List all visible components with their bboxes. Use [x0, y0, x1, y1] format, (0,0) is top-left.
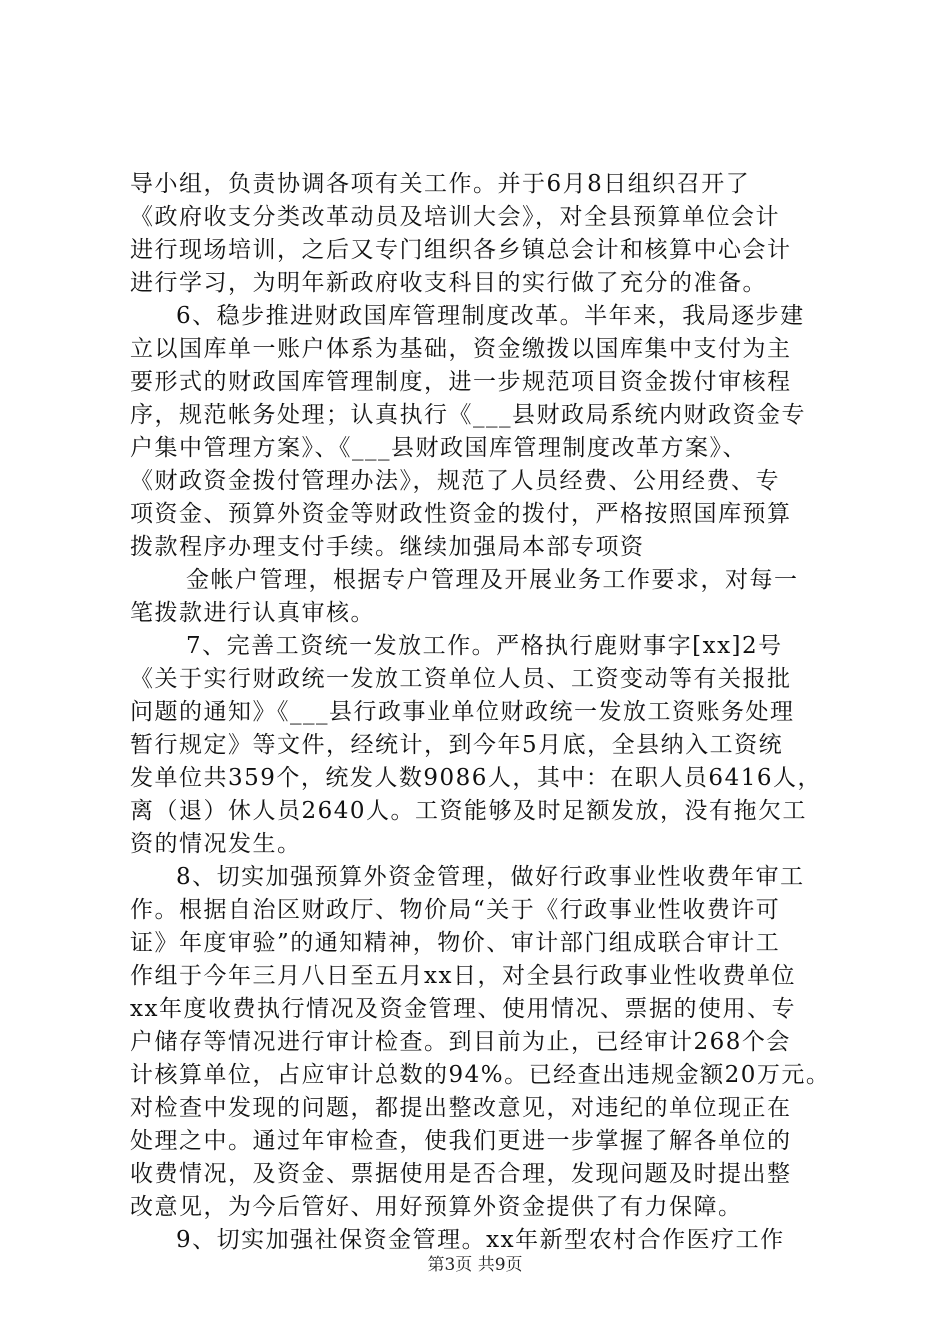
text-line: 处理之中。通过年审检查，使我们更进一步掌握了解各单位的 [130, 1128, 792, 1154]
paragraph-start-line: 8、切实加强预算外资金管理，做好行政事业性收费年审工 [176, 864, 805, 890]
text-line: 《关于实行财政统一发放工资单位人员、工资变动等有关报批 [130, 666, 792, 692]
text-line: 暂行规定》等文件，经统计，到今年5月底，全县纳入工资统 [130, 732, 784, 758]
text-line: 计核算单位，占应审计总数的94%。已经查出违规金额20万元。 [130, 1062, 831, 1088]
paragraph-start-line: 7、完善工资统一发放工作。严格执行鹿财事字[xx]2号 [186, 633, 783, 659]
text-line: 拨款程序办理支付手续。继续加强局本部专项资 [130, 534, 645, 560]
paragraph-start-line: 6、稳步推进财政国库管理制度改革。半年来，我局逐步建 [176, 303, 805, 329]
text-line: 要形式的财政国库管理制度，进一步规范项目资金拨付审核程 [130, 369, 792, 395]
text-line: 对检查中发现的问题，都提出整改意见，对违纪的单位现正在 [130, 1095, 792, 1121]
text-line: 问题的通知》《___县行政事业单位财政统一发放工资账务处理 [130, 699, 795, 725]
page-footer [0, 1250, 950, 1275]
text-line: 离（退）休人员2640人。工资能够及时足额发放，没有拖欠工 [130, 798, 808, 824]
text-line: 收费情况，及资金、票据使用是否合理，发现问题及时提出整 [130, 1161, 792, 1187]
page-number-label: 第3页 共9页 [427, 1255, 523, 1275]
text-line: 进行现场培训，之后又专门组织各乡镇总会计和核算中心会计 [130, 237, 792, 263]
text-line: 改意见，为今后管好、用好预算外资金提供了有力保障。 [130, 1194, 743, 1220]
paragraph-start-line: 9、切实加强社保资金管理。xx年新型农村合作医疗工作 [176, 1227, 785, 1253]
text-line: 导小组，负责协调各项有关工作。并于6月8日组织召开了 [130, 171, 751, 197]
text-line: 《财政资金拨付管理办法》，规范了人员经费、公用经费、专 [130, 468, 780, 494]
text-line: 作。根据自治区财政厅、物价局“关于《行政事业性收费许可 [130, 897, 781, 923]
document-body [130, 168, 830, 1257]
text-line: xx年度收费执行情况及资金管理、使用情况、票据的使用、专 [130, 996, 796, 1022]
text-line: 项资金、预算外资金等财政性资金的拨付，严格按照国库预算 [130, 501, 792, 527]
text-line: 证》年度审验”的通知精神，物价、审计部门组成联合审计工 [130, 930, 781, 956]
text-line: 作组于今年三月八日至五月xx日，对全县行政事业性收费单位 [130, 963, 796, 989]
text-line: 户集中管理方案》、《___县财政国库管理制度改革方案》、 [130, 435, 747, 461]
text-line: 《政府收支分类改革动员及培训大会》，对全县预算单位会计 [130, 204, 780, 230]
text-line: 序，规范帐务处理；认真执行《___县财政局系统内财政资金专 [130, 402, 806, 428]
text-line: 进行学习，为明年新政府收支科目的实行做了充分的准备。 [130, 270, 767, 296]
text-line: 笔拨款进行认真审核。 [130, 600, 375, 626]
text-line: 资的情况发生。 [130, 831, 302, 857]
text-line: 户储存等情况进行审计检查。到目前为止，已经审计268个会 [130, 1029, 791, 1055]
text-line: 立以国库单一账户体系为基础，资金缴拨以国库集中支付为主 [130, 336, 792, 362]
text-line: 发单位共359个，统发人数9086人，其中：在职人员6416人， [130, 765, 822, 791]
paragraph-start-line: 金帐户管理，根据专户管理及开展业务工作要求，对每一 [186, 567, 799, 593]
